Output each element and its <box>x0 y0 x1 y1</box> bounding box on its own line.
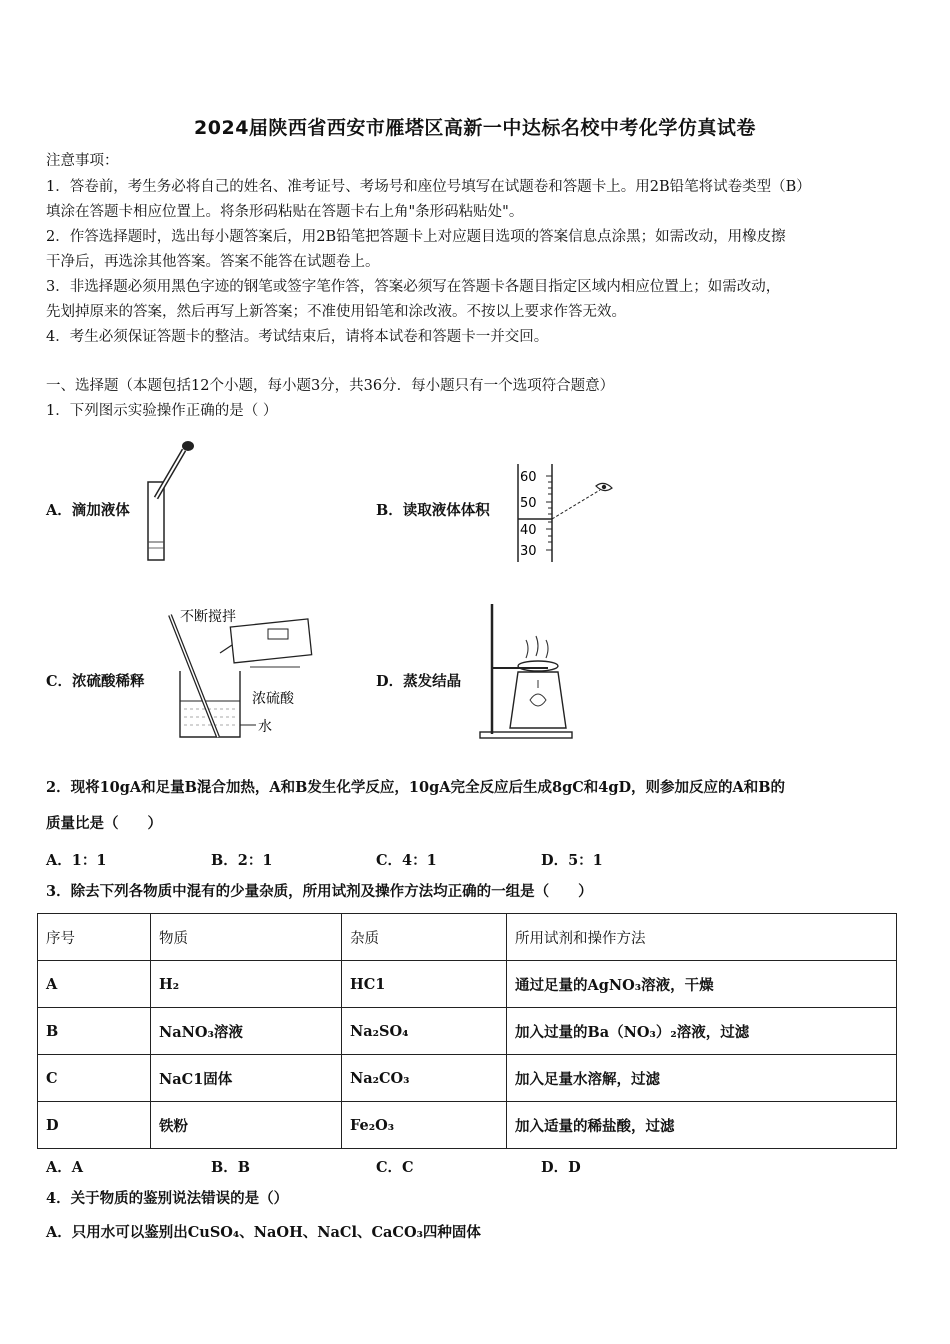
q3-option-d: D．D <box>541 1159 581 1176</box>
table-cell: B <box>38 1008 151 1055</box>
evaporation-figure <box>476 600 576 742</box>
notice-line-6: 先划掉原来的答案，然后再写上新答案；不准使用铅笔和涂改液。不按以上要求作答无效。 <box>46 304 626 320</box>
tick-label-60: 60 <box>520 470 537 485</box>
dropper-figure <box>140 440 202 565</box>
table-cell: C <box>38 1055 151 1102</box>
q3-table <box>37 913 897 1149</box>
page-title: 2024届陕西省西安市雁塔区高新一中达标名校中考化学仿真试卷 <box>194 117 756 139</box>
q2-option-c: C．4：1 <box>376 852 437 869</box>
q1-option-a: A．滴加液体 <box>46 502 130 519</box>
water-label: 水 <box>258 719 272 735</box>
table-cell: 加入适量的稀盐酸，过滤 <box>507 1102 897 1149</box>
q3-option-b: B．B <box>211 1159 251 1176</box>
table-cell: Na₂CO₃ <box>342 1055 507 1102</box>
table-cell: HC1 <box>342 961 507 1008</box>
table-cell: NaC1固体 <box>151 1055 342 1102</box>
notice-line-2: 填涂在答题卡相应位置上。将条形码粘贴在答题卡右上角"条形码粘贴处"。 <box>46 204 524 220</box>
notice-line-4: 干净后，再选涂其他答案。答案不能答在试题卷上。 <box>46 254 380 270</box>
cylinder-reading-figure <box>508 462 618 567</box>
table-cell: NaNO₃溶液 <box>151 1008 342 1055</box>
table-row <box>38 1055 897 1102</box>
q1-option-b: B．读取液体体积 <box>376 502 490 519</box>
table-row <box>38 961 897 1008</box>
table-row <box>38 1008 897 1055</box>
q3-option-c: C．C <box>376 1159 414 1176</box>
table-header-row <box>38 914 897 961</box>
tick-label-30: 30 <box>520 544 537 559</box>
header-cell: 杂质 <box>342 914 507 961</box>
q1-option-d: D．蒸发结晶 <box>376 673 462 690</box>
table-cell: H₂ <box>151 961 342 1008</box>
table-row <box>38 1102 897 1149</box>
notice-heading: 注意事项： <box>46 153 119 169</box>
q2-option-d: D．5：1 <box>541 852 603 869</box>
q1-stem: 1．下列图示实验操作正确的是（ ） <box>46 403 278 419</box>
q2-stem-line2: 质量比是（ ） <box>46 815 162 832</box>
section-heading: 一、选择题（本题包括12个小题，每小题3分，共36分．每小题只有一个选项符合题意） <box>46 378 615 394</box>
notice-line-5: 3．非选择题必须用黑色字迹的钢笔或签字笔作答，答案必须写在答题卡各题目指定区域内相应位置上；如需改动， <box>46 279 781 295</box>
tick-label-50: 50 <box>520 496 537 511</box>
table-cell: 铁粉 <box>151 1102 342 1149</box>
table-cell: 加入足量水溶解，过滤 <box>507 1055 897 1102</box>
table-cell: Na₂SO₄ <box>342 1008 507 1055</box>
stir-label: 不断搅拌 <box>180 609 236 625</box>
q3-stem: 3．除去下列各物质中混有的少量杂质，所用试剂及操作方法均正确的一组是（ ） <box>46 883 593 900</box>
q4-stem: 4．关于物质的鉴别说法错误的是（） <box>46 1190 289 1207</box>
notice-line-3: 2．作答选择题时，选出每小题答案后，用2B铅笔把答题卡上对应题目选项的答案信息点涂黑；如需改动，用橡皮擦 <box>46 229 786 245</box>
q3-option-a: A．A <box>46 1159 84 1176</box>
header-cell: 序号 <box>38 914 151 961</box>
header-cell: 所用试剂和操作方法 <box>507 914 897 961</box>
table-cell: A <box>38 961 151 1008</box>
q2-option-b: B．2：1 <box>211 852 273 869</box>
acid-dilution-figure <box>160 605 320 745</box>
q4-option-a: A．只用水可以鉴别出CuSO₄、NaOH、NaCl、CaCO₃四种固体 <box>46 1224 481 1241</box>
q2-stem-line1: 2．现将10gA和足量B混合加热，A和B发生化学反应，10gA完全反应后生成8gC和4gD，则参加反应的A和B的 <box>46 779 786 796</box>
q2-option-a: A．1：1 <box>46 852 107 869</box>
table-cell: D <box>38 1102 151 1149</box>
tick-label-40: 40 <box>520 523 537 538</box>
table-cell: 通过足量的AgNO₃溶液，干燥 <box>507 961 897 1008</box>
q1-option-c: C．浓硫酸稀释 <box>46 673 145 690</box>
table-cell: 加入过量的Ba（NO₃）₂溶液，过滤 <box>507 1008 897 1055</box>
notice-line-1: 1．答卷前，考生务必将自己的姓名、准考证号、考场号和座位号填写在试题卷和答题卡上。用2B铅笔将试卷类型（B） <box>46 179 811 195</box>
acid-label: 浓硫酸 <box>252 691 294 707</box>
notice-line-7: 4．考生必须保证答题卡的整洁。考试结束后，请将本试卷和答题卡一并交回。 <box>46 329 549 345</box>
table-cell: Fe₂O₃ <box>342 1102 507 1149</box>
header-cell: 物质 <box>151 914 342 961</box>
